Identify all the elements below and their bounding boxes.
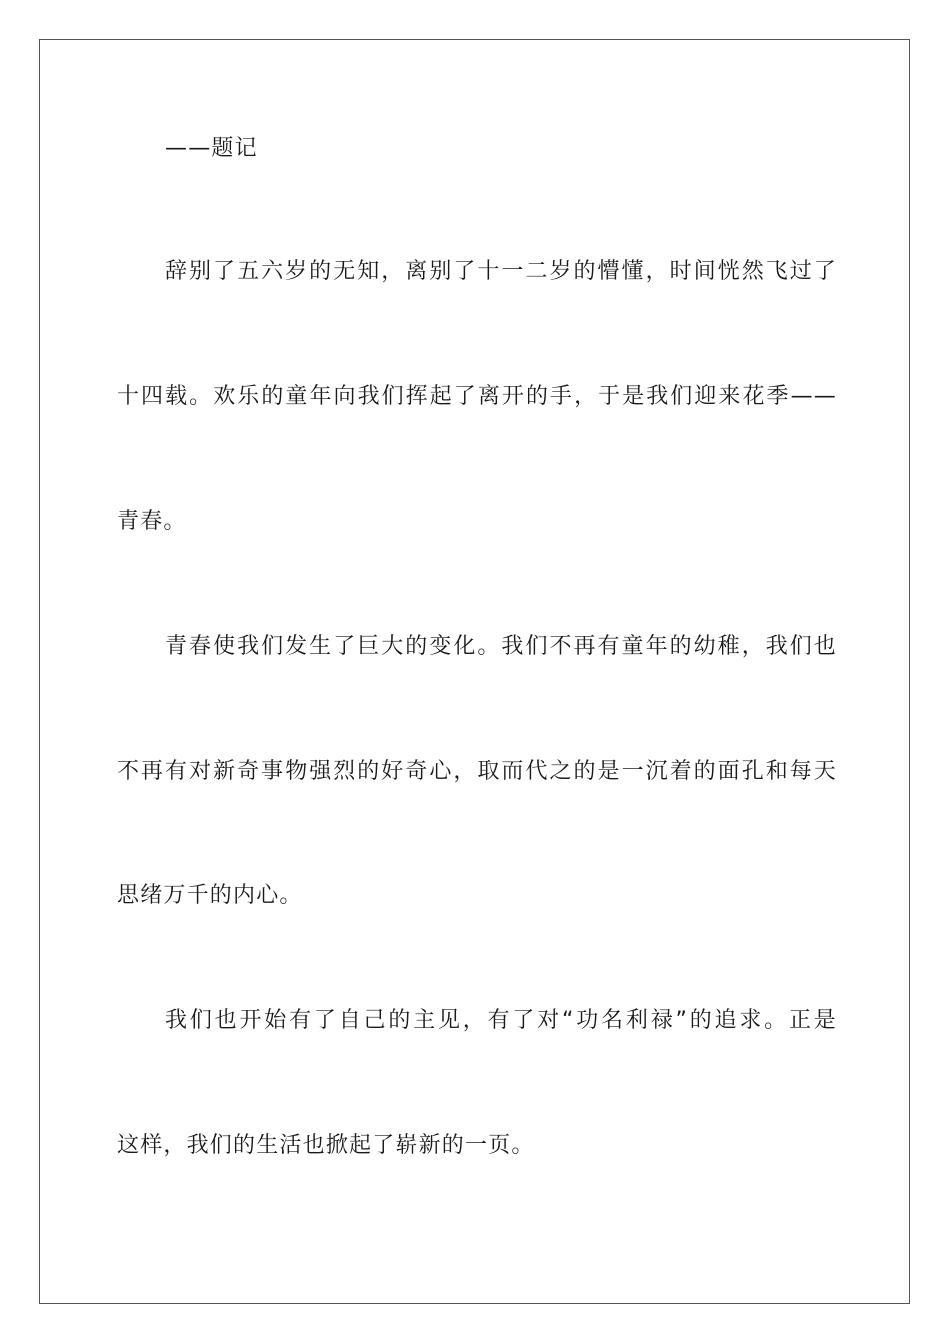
paragraph-2-line-1: 青春使我们发生了巨大的变化。我们不再有童年的幼稚，我们也 [165,634,837,659]
paragraph-1-line-3: 青春。 [117,509,187,534]
page-border [39,39,910,1304]
paragraph-1-line-1: 辞别了五六岁的无知，离别了十一二岁的懵懂，时间恍然飞过了 [165,259,837,284]
paragraph-1-line-2: 十四载。欢乐的童年向我们挥起了离开的手，于是我们迎来花季—— [117,384,837,409]
paragraph-2-line-3: 思绪万千的内心。 [117,883,303,908]
paragraph-3-line-1: 我们也开始有了自己的主见，有了对“功名利禄”的追求。正是 [165,1008,837,1033]
paragraph-3-line-2: 这样，我们的生活也掀起了崭新的一页。 [117,1133,535,1158]
epigraph: ——题记 [165,136,258,161]
paragraph-2-line-2: 不再有对新奇事物强烈的好奇心，取而代之的是一沉着的面孔和每天 [117,759,837,784]
